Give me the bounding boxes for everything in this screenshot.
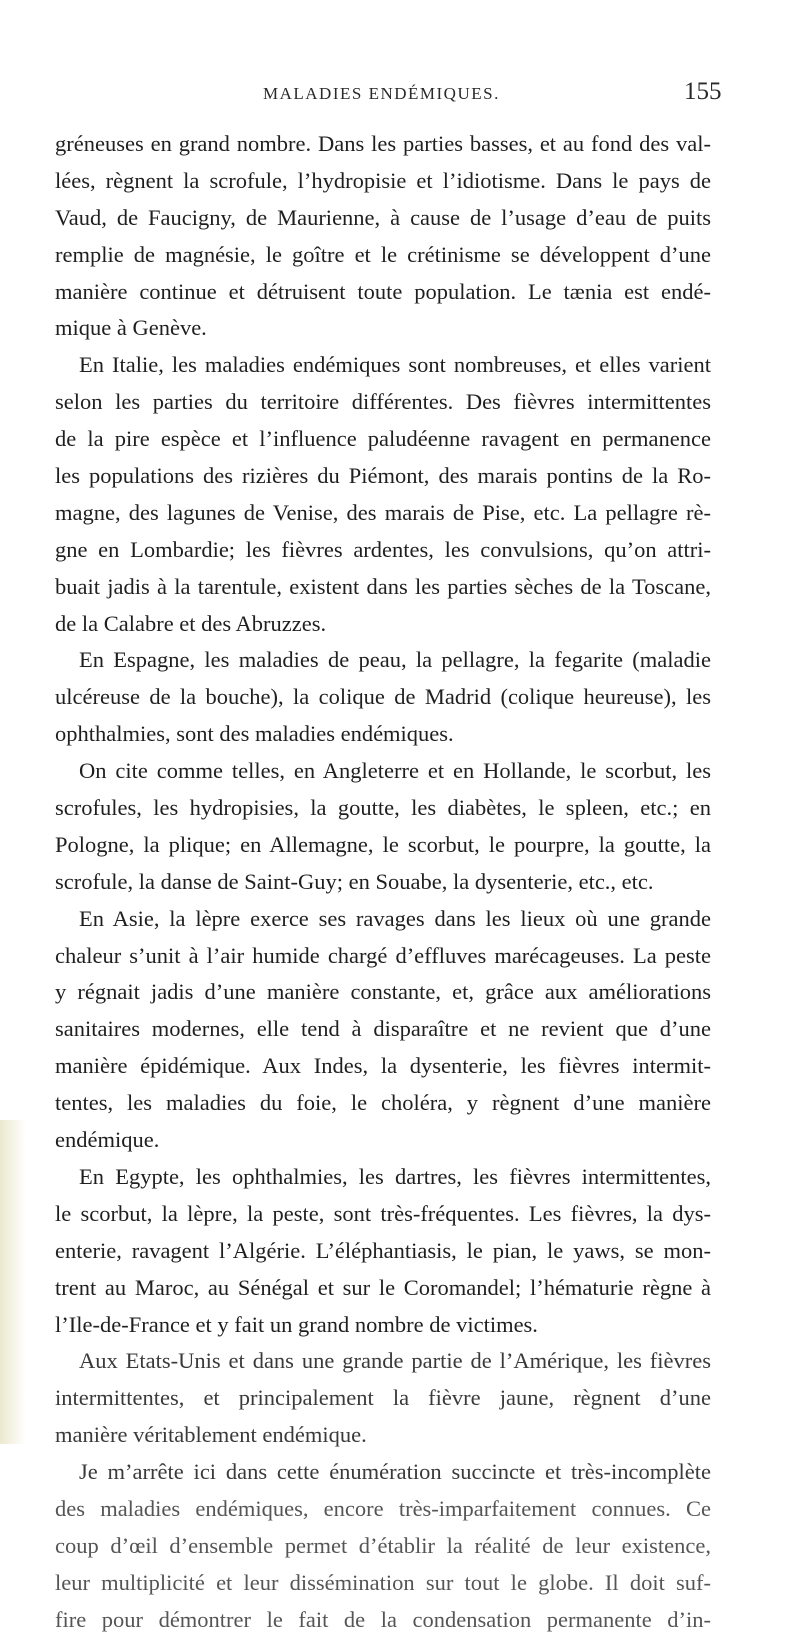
body-text — [55, 126, 711, 1639]
text-line: enterie, ravagent l’Algérie. L’éléphantiasis, le pian, le yaws, se mon- — [55, 1237, 711, 1263]
text-line: manière continue et détruisent toute population. Le tænia est endé- — [55, 278, 711, 304]
text-line: Aux Etats-Unis et dans une grande partie de l’Amérique, les fièvres — [79, 1348, 711, 1374]
text-line: chaleur s’unit à l’air humide chargé d’effluves marécageuses. La peste — [55, 942, 711, 968]
text-line: Je m’arrête ici dans cette énumération succincte et très-incomplète — [79, 1459, 711, 1485]
text-line: Pologne, la plique; en Allemagne, le scorbut, le pourpre, la goutte, la — [55, 831, 711, 857]
text-line: l’Ile-de-France et y fait un grand nombre de victimes. — [55, 1311, 538, 1337]
text-line: manière épidémique. Aux Indes, la dysenterie, les fièvres intermit- — [55, 1053, 711, 1079]
text-line: gne en Lombardie; les fièvres ardentes, les convulsions, qu’on attri- — [55, 536, 711, 562]
text-line: les populations des rizières du Piémont, des marais pontins de la Ro- — [55, 463, 711, 489]
text-line: leur multiplicité et leur dissémination sur tout le globe. Il doit suf- — [55, 1569, 711, 1595]
text-line: coup d’œil d’ensemble permet d’établir la réalité de leur existence, — [55, 1532, 711, 1558]
text-line: remplie de magnésie, le goître et le crétinisme se développent d’une — [55, 241, 711, 267]
text-line: tentes, les maladies du foie, le choléra, y règnent d’une manière — [55, 1090, 711, 1116]
text-line: scrofules, les hydropisies, la goutte, les diabètes, le spleen, etc.; en — [55, 795, 711, 821]
text-line: manière véritablement endémique. — [55, 1422, 367, 1448]
text-line: ulcéreuse de la bouche), la colique de Madrid (colique heureuse), les — [55, 684, 711, 710]
text-line: Vaud, de Faucigny, de Maurienne, à cause de l’usage d’eau de puits — [55, 204, 711, 230]
text-line: gréneuses en grand nombre. Dans les parties basses, et au fond des val- — [55, 131, 711, 156]
text-line: des maladies endémiques, encore très-imparfaitement connues. Ce — [55, 1495, 711, 1521]
text-line: En Espagne, les maladies de peau, la pellagre, la fegarite (maladie — [79, 647, 711, 673]
text-line: En Egypte, les ophthalmies, les dartres, les fièvres intermittentes, — [79, 1163, 711, 1189]
text-line: lées, règnent la scrofule, l’hydropisie et l’idiotisme. Dans le pays de — [55, 167, 711, 193]
text-line: de la Calabre et des Abruzzes. — [55, 610, 327, 636]
text-line: intermittentes, et principalement la fièvre jaune, règnent d’une — [55, 1385, 711, 1411]
text-line: trent au Maroc, au Sénégal et sur le Coromandel; l’hématurie règne à — [55, 1274, 711, 1300]
text-line: scrofule, la danse de Saint-Guy; en Souabe, la dysenterie, etc., etc. — [55, 868, 654, 894]
text-line: magne, des lagunes de Venise, des marais de Pise, etc. La pellagre rè- — [55, 499, 711, 525]
text-line: En Italie, les maladies endémiques sont nombreuses, et elles varient — [79, 352, 711, 378]
running-head: MALADIES ENDÉMIQUES. — [263, 84, 500, 103]
page-number: 155 — [684, 78, 722, 105]
text-line: mique à Genève. — [55, 315, 207, 341]
text-line: endémique. — [55, 1127, 160, 1153]
text-line: En Asie, la lèpre exerce ses ravages dans les lieux où une grande — [79, 905, 711, 931]
text-line: fire pour démontrer le fait de la condensation permanente d’in- — [55, 1606, 711, 1632]
text-line: selon les parties du territoire différentes. Des fièvres intermittentes — [55, 389, 711, 415]
page-edge-shadow — [0, 1120, 26, 1444]
text-line: sanitaires modernes, elle tend à disparaître et ne revient que d’une — [55, 1016, 711, 1042]
page-header — [0, 78, 800, 114]
text-line: le scorbut, la lèpre, la peste, sont très-fréquentes. Les fièvres, la dys- — [55, 1200, 711, 1226]
text-line: On cite comme telles, en Angleterre et en Hollande, le scorbut, les — [79, 758, 711, 784]
text-line: buait jadis à la tarentule, existent dans les parties sèches de la Toscane, — [55, 573, 711, 599]
text-line: ophthalmies, sont des maladies endémiques. — [55, 721, 454, 747]
text-line: y régnait jadis d’une manière constante, et, grâce aux améliorations — [55, 979, 711, 1005]
text-line: de la pire espèce et l’influence paludéenne ravagent en permanence — [55, 426, 711, 452]
